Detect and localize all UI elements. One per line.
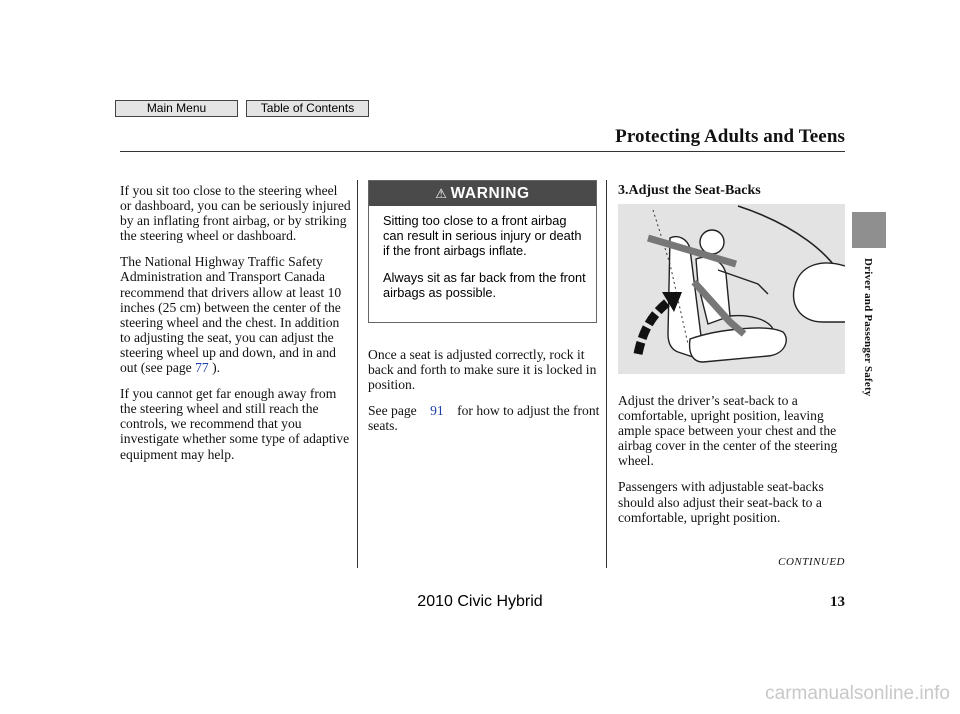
continued-label: CONTINUED — [778, 556, 845, 568]
paragraph-see-page — [368, 403, 600, 433]
paragraph-seat-locked: Once a seat is adjusted correctly, rock it back and forth to make sure it is locked in position. — [368, 347, 597, 393]
paragraph-too-close: If you sit too close to the steering wheel or dashboard, you can be seriously injured by an inflating front airbag, or by striking the steering wheel or dashboard. — [120, 183, 351, 244]
right-column — [618, 393, 843, 536]
warning-box — [368, 180, 597, 323]
side-section-label — [852, 258, 886, 458]
warning-header — [369, 181, 596, 206]
column-divider-right — [606, 180, 607, 568]
warning-text-2: Always sit as far back from the front airbags as possible. — [383, 270, 586, 300]
main-menu-button[interactable]: Main Menu — [115, 100, 238, 117]
seat-back-illustration — [618, 204, 845, 374]
footer-title: 2010 Civic Hybrid — [417, 593, 543, 610]
nhtsa-text-end: ). — [212, 360, 221, 376]
page-number: 13 — [830, 594, 845, 610]
section-tab-marker — [852, 212, 886, 248]
subhead-adjust-seat-backs: 3.Adjust the Seat-Backs — [618, 183, 761, 198]
page-link-77[interactable]: 77 — [195, 360, 209, 376]
warning-text-1: Sitting too close to a front airbag can result in serious injury or death if the front airbags inflate. — [383, 213, 582, 258]
watermark: carmanualsonline.info — [765, 683, 950, 704]
header-divider — [120, 151, 845, 152]
nhtsa-text: The National Highway Traffic Safety Administration and Transport Canada recommend that drivers allow at least 10 inches (25 cm) between the center of the steering wheel and the chest. In addition to adjusting the seat, you can adjust the steering wheel up and down, and in and out (see page — [120, 254, 342, 376]
paragraph-adjust-driver: Adjust the driver’s seat-back to a comfortable, upright position, leaving ample space between your chest and the airbag cover in the center of the steering wheel. — [618, 393, 838, 469]
table-of-contents-button[interactable]: Table of Contents — [246, 100, 369, 117]
paragraph-nhtsa — [120, 254, 352, 375]
see-page-text: See page — [368, 403, 417, 419]
section-title: Protecting Adults and Teens — [615, 126, 845, 147]
warning-text — [383, 213, 588, 312]
paragraph-adaptive-equipment: If you cannot get far enough away from the steering wheel and still reach the controls, we recommend that you investigate whether some type of adaptive equipment may help. — [120, 386, 350, 462]
paragraph-passengers: Passengers with adjustable seat-backs should also adjust their seat-back to a comfortable, upright position. — [618, 479, 824, 525]
warning-triangle-icon: ⚠ — [435, 186, 448, 201]
column-divider-left — [357, 180, 358, 568]
see-page-text-end: for how to adjust the front seats. — [368, 403, 600, 434]
left-column — [120, 183, 352, 473]
warning-label: WARNING — [450, 185, 530, 202]
side-section-label-text: Driver and Passenger Safety — [862, 258, 874, 397]
middle-column — [368, 347, 600, 444]
page-link-91[interactable]: 91 — [430, 403, 444, 419]
